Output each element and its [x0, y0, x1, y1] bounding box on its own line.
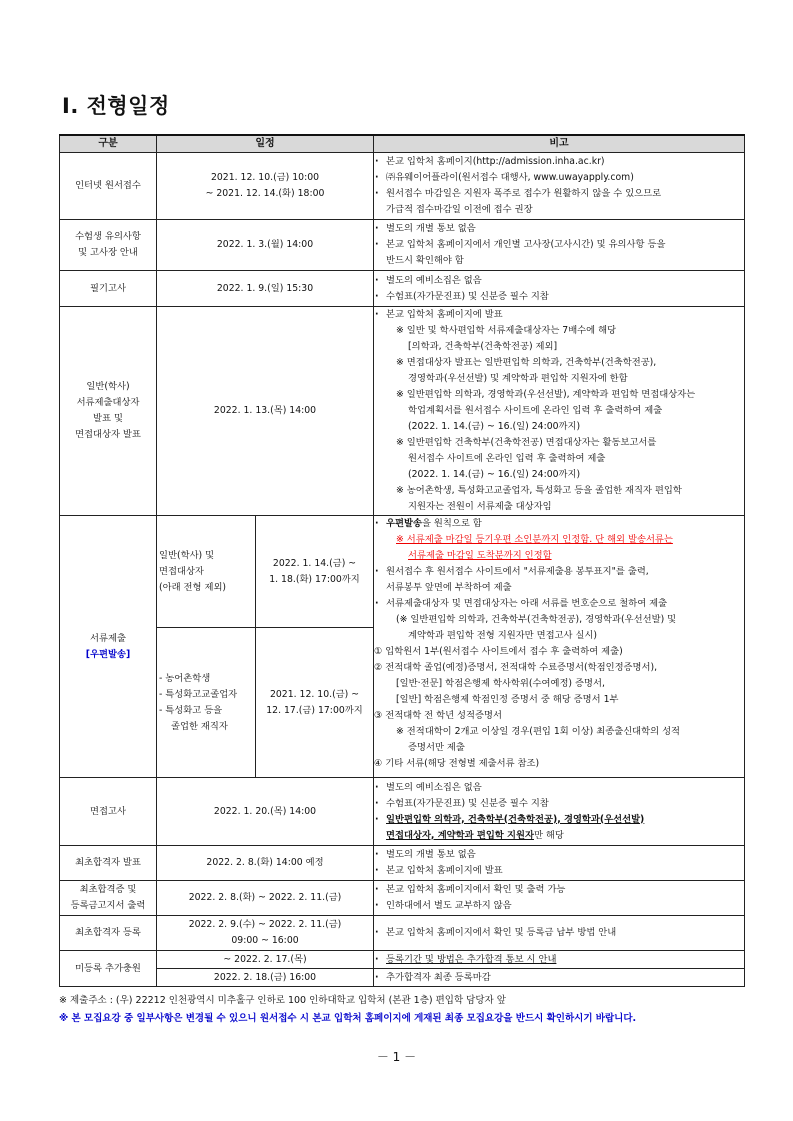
row-remarks: [374, 516, 745, 778]
row-remarks: [374, 271, 745, 307]
remark-line: [374, 828, 744, 844]
category-line: 발표 및: [93, 413, 123, 424]
category-line: 등록금고지서 출력: [70, 900, 146, 911]
row-remarks: [374, 220, 745, 271]
remark-line: [일반] 학점은행제 학점인정 증명서 중 해당 증명서 1부: [396, 694, 619, 705]
row-schedule: 2022. 1. 13.(목) 14:00: [157, 307, 374, 516]
remark-line: ※ 농어촌학생, 특성화고교졸업자, 특성화고 등을 졸업한 재직자 편입학: [396, 485, 682, 496]
category-line: 수험생 유의사항: [75, 231, 141, 242]
remark-line: 경영학과(우선선발) 및 계약학과 편입학 지원자에 한함: [408, 373, 628, 384]
schedule-line: 12. 17.(금) 17:00까지: [266, 704, 363, 716]
remark-line: · 별도의 개별 통보 없음: [374, 847, 744, 863]
remark-line: · 본교 입학처 홈페이지에 발표: [374, 307, 744, 323]
remark-line: 증명서만 제출: [408, 742, 465, 753]
row-category: 최초합격자 등록: [60, 916, 157, 951]
remark-line: ※ 일반편입학 의학과, 경영학과(우선선발), 계약학과 편입학 면접대상자는: [396, 389, 696, 400]
remark-line: · 본교 입학처 홈페이지(http://admission.inha.ac.kr): [374, 154, 744, 170]
sub-category-line: - 농어촌학생: [159, 672, 211, 684]
schedule-line: 2021. 12. 10.(금) 10:00: [210, 172, 320, 183]
row-remarks: [374, 951, 745, 969]
remark-line: · 원서접수 후 원서접수 사이트에서 "서류제출용 봉투표지"를 출력,: [374, 564, 744, 580]
row-category: 인터넷 원서접수: [60, 153, 157, 220]
row-remarks: [374, 969, 745, 987]
remark-line: · 별도의 예비소집은 없음: [374, 273, 744, 289]
row-schedule: 2022. 2. 8.(화) ~ 2022. 2. 11.(금): [157, 881, 374, 916]
category-line: 서류제출: [90, 632, 126, 644]
remark-line: ④ 기타 서류(해당 전형별 제출서류 참조): [374, 758, 540, 769]
remark-line: ※ 전적대학이 2개교 이상일 경우(편입 1회 이상) 최종출신대학의 성적: [396, 726, 681, 737]
remark-line: · 본교 입학처 홈페이지에 발표: [374, 863, 744, 879]
row-remarks: [374, 881, 745, 916]
remark-line: (2022. 1. 14.(금) ~ 16.(일) 24:00까지): [408, 421, 581, 432]
row-schedule: [157, 916, 374, 951]
remark-line: 학업계획서를 원서접수 사이트에 온라인 입력 후 출력하여 제출: [408, 405, 663, 416]
row-schedule: 2022. 1. 9.(일) 15:30: [157, 271, 374, 307]
schedule-line: 2022. 2. 9.(수) ~ 2022. 2. 11.(금): [188, 919, 342, 930]
table-row: [60, 846, 745, 881]
remark-line: 반드시 확인해야 함: [386, 255, 464, 266]
emphasis-text: 면접대상자, 계약학과 편입학 지원자: [386, 829, 534, 841]
category-line: 일반(학사): [86, 381, 130, 392]
submission-address: ※ 제출주소 : (우) 22212 인천광역시 미추홀구 인하로 100 인하대학교 입학처 (본관 1층) 편입학 담당자 앞: [59, 995, 506, 1006]
remark-text: 만 해당: [533, 829, 564, 841]
row-category: 미등록 추가충원: [60, 951, 157, 987]
remark-line: ※ 면접대상자 발표는 일반편입학 의학과, 건축학부(건축학전공),: [396, 357, 657, 368]
row-remarks: [374, 307, 745, 516]
remark-line: [374, 516, 744, 532]
remark-line: · 원서접수 마감일은 지원자 폭주로 접수가 원활하지 않을 수 있으므로: [374, 186, 744, 202]
sub-schedule: [256, 628, 374, 778]
category-line: [우편발송]: [85, 648, 131, 660]
row-category: [60, 220, 157, 271]
table-header-row: [60, 135, 745, 153]
schedule-line: 2021. 12. 10.(금) ~: [269, 688, 360, 700]
header-category: 구분: [60, 135, 157, 153]
row-category: 필기고사: [60, 271, 157, 307]
schedule-line: 1. 18.(화) 17:00까지: [269, 573, 360, 585]
table-row: [60, 778, 745, 846]
sub-category-line: - 특성화고 등을: [159, 704, 223, 716]
row-category: [60, 881, 157, 916]
remark-line: · 수험표(자가문진표) 및 신분증 필수 지참: [374, 289, 744, 305]
row-remarks: [374, 846, 745, 881]
remark-line: · ㈜유웨이어플라이(원서접수 대행사, www.uwayapply.com): [374, 170, 744, 186]
row-category: [60, 516, 157, 778]
row-schedule: 2022. 1. 3.(월) 14:00: [157, 220, 374, 271]
header-schedule: 일정: [157, 135, 374, 153]
row-schedule: 2022. 2. 18.(금) 16:00: [157, 969, 374, 987]
remark-line: (※ 일반편입학 의학과, 건축학부(건축학전공), 경영학과(우선선발) 및: [396, 614, 677, 625]
table-row: [60, 951, 745, 969]
row-schedule: 2022. 1. 20.(목) 14:00: [157, 778, 374, 846]
remark-line: 지원자는 전원이 서류제출 대상자임: [408, 501, 552, 512]
change-notice: ※ 본 모집요강 중 일부사항은 변경될 수 있으니 원서접수 시 본교 입학처 홈페이지에 게재된 최종 모집요강을 반드시 확인하시기 바랍니다.: [59, 1013, 637, 1024]
remark-line: 원서접수 사이트에 온라인 입력 후 출력하여 제출: [408, 453, 606, 464]
table-row: [60, 881, 745, 916]
category-line: 면접대상자 발표: [75, 429, 141, 440]
remark-text: 등록기간 및 방법은 추가합격 통보 시 안내: [386, 953, 557, 965]
sub-category: [157, 516, 256, 628]
remark-line: (2022. 1. 14.(금) ~ 16.(일) 24:00까지): [408, 469, 581, 480]
table-row: [60, 516, 745, 628]
remark-line: 계약학과 편입학 전형 지원자만 면접고사 실시): [408, 630, 598, 641]
remark-line: ① 입학원서 1부(원서접수 사이트에서 접수 후 출력하여 제출): [374, 646, 623, 657]
category-line: 서류제출대상자: [76, 397, 140, 408]
row-category: [60, 307, 157, 516]
table-row: [60, 220, 745, 271]
remark-line-warning: ※ 서류제출 마감일 등기우편 소인분까지 인정함. 단 해외 발송서류는: [396, 534, 673, 545]
remark-line: ※ 일반 및 학사편입학 서류제출대상자는 7배수에 해당: [396, 325, 617, 336]
remark-line: · 본교 입학처 홈페이지에서 확인 및 등록금 납부 방법 안내: [374, 925, 744, 941]
remark-line: · 본교 입학처 홈페이지에서 개인별 고사장(고사시간) 및 유의사항 등을: [374, 237, 744, 253]
table-row: [60, 969, 745, 987]
row-category: 면접고사: [60, 778, 157, 846]
remark-line: ③ 전적대학 전 학년 성적증명서: [374, 710, 502, 721]
sub-category-line: 일반(학사) 및: [159, 549, 215, 561]
sub-category-line: (아래 전형 제외): [159, 581, 227, 593]
sub-category-line: 졸업한 재직자: [171, 720, 228, 732]
header-remarks: 비고: [374, 135, 745, 153]
remark-line: 서류봉투 앞면에 부착하여 제출: [386, 582, 512, 593]
row-schedule: 2022. 2. 8.(화) 14:00 예정: [157, 846, 374, 881]
remark-line: · 일반편입학 의학과, 건축학부(건축학전공), 경영학과(우선선발): [374, 812, 744, 828]
table-row: [60, 153, 745, 220]
remark-line: [일반·전문] 학점은행제 학사학위(수여예정) 증명서,: [396, 678, 605, 689]
remark-line: · 서류제출대상자 및 면접대상자는 아래 서류를 번호순으로 철하여 제출: [374, 596, 744, 612]
table-row: [60, 916, 745, 951]
table-row: [60, 307, 745, 516]
remark-text: 을 원칙으로 함: [421, 518, 482, 529]
remark-line: [의학과, 건축학부(건축학전공) 제외]: [408, 341, 558, 352]
remark-line: · 수험표(자가문진표) 및 신분증 필수 지참: [374, 796, 744, 812]
category-line: 및 고사장 안내: [78, 247, 138, 258]
row-remarks: [374, 153, 745, 220]
sub-category-line: 면접대상자: [159, 565, 204, 577]
remark-line: · 별도의 개별 통보 없음: [374, 221, 744, 237]
sub-schedule: [256, 516, 374, 628]
sub-category: [157, 628, 256, 778]
row-remarks: [374, 916, 745, 951]
remark-line: · 본교 입학처 홈페이지에서 확인 및 출력 가능: [374, 882, 744, 898]
remark-line: ※ 일반편입학 건축학부(건축학전공) 면접대상자는 활동보고서를: [396, 437, 657, 448]
schedule-line: 09:00 ~ 16:00: [231, 935, 299, 946]
table-row: [60, 271, 745, 307]
emphasis-text: 우편발송: [386, 518, 422, 529]
sub-category-line: - 특성화고교졸업자: [159, 688, 238, 700]
remark-line: · 추가합격자 최종 등록마감: [374, 970, 744, 986]
row-schedule: [157, 153, 374, 220]
remark-line: ② 전적대학 졸업(예정)증명서, 전적대학 수료증명서(학점인정증명서),: [374, 662, 658, 673]
remark-line-warning: 서류제출 마감일 도착분까지 인정함: [408, 550, 552, 561]
page-title: Ⅰ. 전형일정: [62, 94, 170, 118]
row-remarks: [374, 778, 745, 846]
remark-line: · 인하대에서 별도 교부하지 않음: [374, 898, 744, 914]
schedule-line: ~ 2021. 12. 14.(화) 18:00: [205, 188, 325, 199]
remark-line: · 별도의 예비소집은 없음: [374, 780, 744, 796]
page-number: － 1 －: [376, 1050, 417, 1064]
schedule-line: 2022. 1. 14.(금) ~: [272, 557, 357, 569]
row-category: 최초합격자 발표: [60, 846, 157, 881]
category-line: 최초합격증 및: [79, 884, 137, 895]
row-schedule: ~ 2022. 2. 17.(목): [157, 951, 374, 969]
schedule-table: [59, 134, 745, 987]
remark-line: [374, 952, 744, 968]
remark-line: 가급적 접수마감일 이전에 접수 권장: [386, 204, 533, 215]
